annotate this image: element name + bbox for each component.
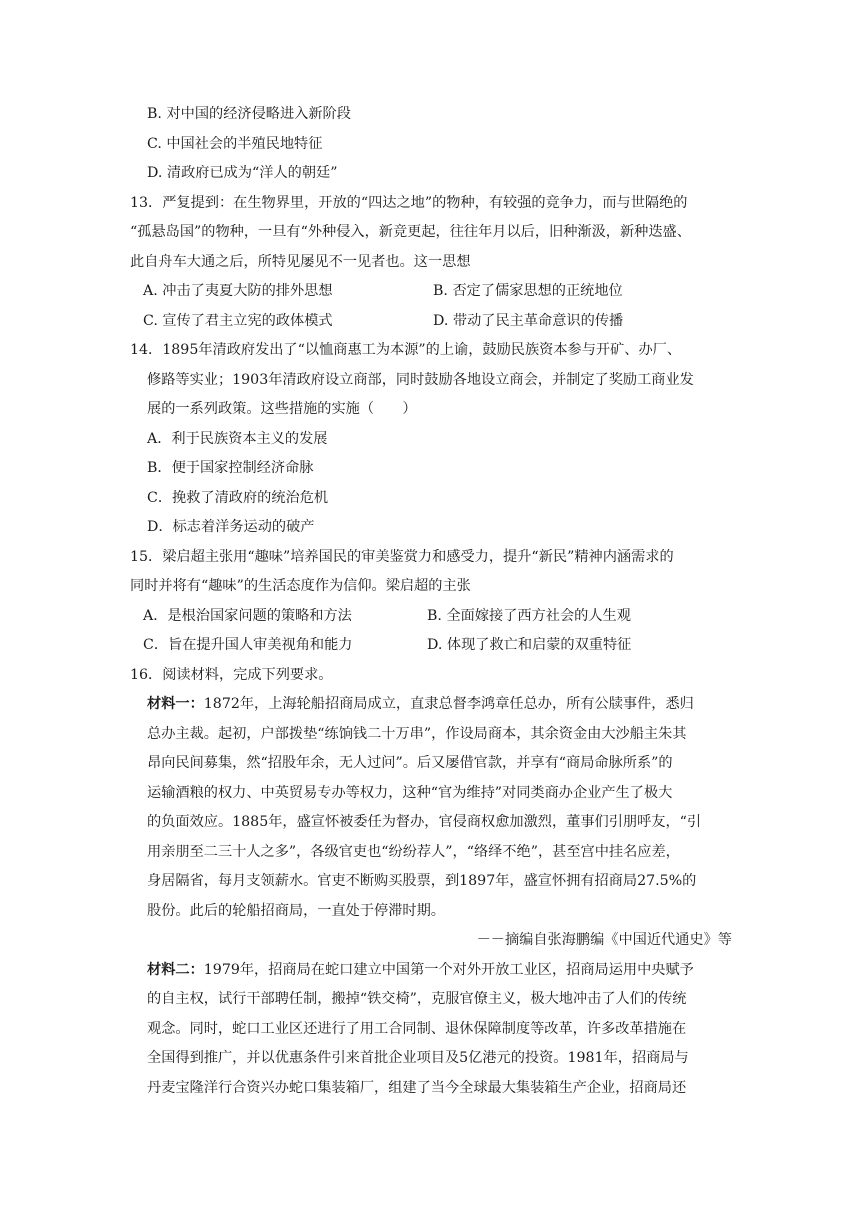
q15-stem-line-2: 同时并将有“趣味”的生活态度作为信仰。梁启超的主张	[130, 578, 471, 594]
q15-option-a: A．是根治国家问题的策略和方法	[143, 608, 352, 624]
material-two-line-3: 观念。同时，蛇口工业区还进行了用工合同制、退休保障制度等改革，许多改革措施在	[147, 1021, 687, 1037]
q14-option-a: A．利于民族资本主义的发展	[147, 431, 328, 447]
q12-option-c: C. 中国社会的半殖民地特征	[147, 136, 323, 152]
material-two-line-1	[147, 960, 694, 980]
q15-stem-line-1: 15．梁启超主张用“趣味”培养国民的审美鉴赏力和感受力，提升“新民”精神内涵需求的	[130, 549, 674, 565]
material-one-line-1	[147, 694, 694, 714]
q13-option-a: A. 冲击了夷夏大防的排外思想	[143, 283, 333, 299]
material-one-line-6: 用亲朋至二三十人之多”，各级官吏也“纷纷荐人”，“络绎不绝”，甚至宫中挂名应差，	[147, 844, 680, 860]
material-two-line-2: 的自主权，试行干部聘任制，搬掉“铁交椅”，克服官僚主义，极大地冲击了人们的传统	[147, 991, 687, 1007]
material-one-text-1: 1872年，上海轮船招商局成立，直隶总督李鸿章任总办，所有公牍事件，悉归	[203, 696, 694, 712]
material-one-line-8: 股份。此后的轮船招商局，一直处于停滞时期。	[147, 903, 445, 919]
material-one-label: 材料一：	[147, 696, 204, 712]
q13-option-c: C. 宣传了君主立宪的政体模式	[143, 313, 333, 329]
q13-stem-line-3: 此自舟车大通之后，所特见屡见不一见者也。这一思想	[130, 254, 471, 270]
q13-option-d: D. 带动了民主革命意识的传播	[433, 313, 624, 329]
q14-option-d: D．标志着洋务运动的破产	[147, 519, 315, 535]
material-one-line-4: 运输酒粮的权力、中英贸易专办等权力，这种“官为维持”对同类商办企业产生了极大	[147, 785, 673, 801]
material-two-text-1: 1979年，招商局在蛇口建立中国第一个对外开放工业区，招商局运用中央赋予	[203, 962, 694, 978]
q12-option-b: B. 对中国的经济侵略进入新阶段	[147, 106, 351, 122]
q15-option-d: D. 体现了救亡和启蒙的双重特征	[427, 637, 632, 653]
q13-option-b: B. 否定了儒家思想的正统地位	[433, 283, 623, 299]
q16-stem: 16．阅读材料，完成下列要求。	[130, 667, 333, 683]
material-two-label: 材料二：	[147, 962, 204, 978]
q14-option-c: C．挽救了清政府的统治危机	[147, 490, 329, 506]
q12-option-d: D. 清政府已成为“洋人的朝廷”	[147, 165, 338, 181]
q13-stem-line-1: 13．严复提到：在生物界里，开放的“四达之地”的物种，有较强的竞争力，而与世隔绝的	[130, 195, 688, 211]
material-one-line-7: 身居隔省，每月支领薪水。官吏不断购买股票，到1897年，盛宣怀拥有招商局27.5%的	[147, 873, 697, 889]
q14-option-b: B．便于国家控制经济命脉	[147, 460, 314, 476]
q14-stem-line-2: 修路等实业；1903年清政府设立商部，同时鼓励各地设立商会，并制定了奖励工商业发	[147, 372, 694, 388]
material-one-line-3: 昂向民间募集，然“招股年余，无人过问”。后又屡借官款，并享有“商局命脉所系”的	[147, 755, 673, 771]
material-one-line-5: 的负面效应。1885年，盛宣怀被委任为督办，官侵商权愈加激烈，董事们引朋呼友，“引	[147, 814, 702, 830]
q15-option-c: C．旨在提升国人审美视角和能力	[143, 637, 353, 653]
material-two-line-5: 丹麦宝隆洋行合资兴办蛇口集装箱厂，组建了当今全球最大集装箱生产企业，招商局还	[147, 1080, 687, 1096]
material-two-line-4: 全国得到推广，并以优惠条件引来首批企业项目及5亿港元的投资。1981年，招商局与	[147, 1050, 689, 1066]
material-one-line-2: 总办主裁。起初，户部拨垫“练饷钱二十万串”，作设局商本，其余资金由大沙船主朱其	[147, 726, 687, 742]
q14-stem-line-3: 展的一系列政策。这些措施的实施（ ）	[147, 401, 417, 417]
material-one-source: －－摘编自张海鹏编《中国近代通史》等	[476, 932, 732, 948]
q15-option-b: B. 全面嫁接了西方社会的人生观	[427, 608, 631, 624]
q13-stem-line-2: “孤悬岛国”的物种，一旦有“外种侵入，新竞更起，往往年月以后，旧种渐汲，新种迭盛、	[130, 224, 691, 240]
q14-stem-line-1: 14．1895年清政府发出了“以恤商惠工为本源”的上谕，鼓励民族资本参与开矿、办厂、	[130, 342, 682, 358]
